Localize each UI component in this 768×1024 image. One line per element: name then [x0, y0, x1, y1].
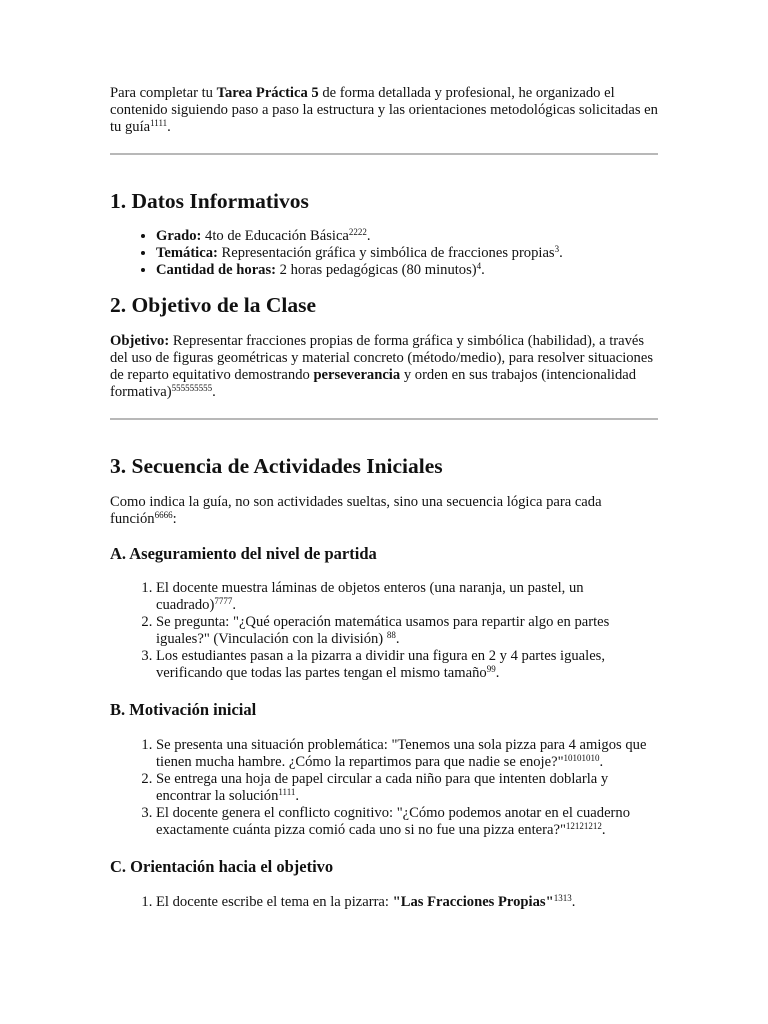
- punctuation: .: [212, 384, 216, 400]
- section-heading-datos: 1. Datos Informativos: [110, 189, 309, 213]
- item-text: El docente muestra láminas de objetos enteros (una naranja, un pastel, un cuadrado): [156, 580, 584, 613]
- list-a: [110, 580, 658, 682]
- item-text: Se entrega una hoja de papel circular a cada niño para que intenten doblarla y encontrar la solución: [156, 771, 609, 804]
- objetivo-text-cont: y orden en sus trabajos (intencionalidad formativa): [110, 367, 637, 400]
- footnote-ref: 6666: [154, 510, 173, 520]
- punctuation: .: [559, 245, 563, 261]
- list-item: [156, 245, 658, 262]
- list-b: [110, 737, 658, 839]
- item-text: Representación gráfica y simbólica de fracciones propias: [217, 245, 555, 261]
- footnote-ref: 4: [476, 261, 482, 271]
- intro-paragraph: [110, 85, 658, 136]
- punctuation: .: [599, 754, 604, 770]
- item-text: El docente escribe el tema en la pizarra:: [156, 894, 393, 910]
- section-heading-secuencia: 3. Secuencia de Actividades Iniciales: [110, 454, 443, 478]
- secuencia-intro: [110, 494, 658, 528]
- punctuation: .: [395, 631, 400, 647]
- punctuation: .: [295, 788, 300, 804]
- item-text: 4to de Educación Básica: [201, 228, 349, 244]
- list-item: [156, 648, 658, 682]
- list-item: [156, 805, 658, 839]
- list-item: [156, 262, 658, 279]
- footnote-ref: 2222: [348, 227, 367, 237]
- footnote-ref: 12121212: [565, 821, 602, 831]
- intro-text: Para completar tu: [110, 85, 217, 101]
- punctuation: .: [601, 822, 606, 838]
- objetivo-paragraph: [110, 333, 658, 401]
- objetivo-label: Objetivo:: [110, 333, 170, 349]
- list-item: [156, 894, 658, 911]
- footnote-ref: 10101010: [563, 753, 600, 763]
- horizontal-rule: [110, 418, 658, 420]
- punctuation: :: [172, 511, 177, 527]
- item-text: Se presenta una situación problemática: "Tenemos una sola pizza para 4 amigos que tienen mucha hambre. ¿Cómo la repartimos para que nadie se enoje?": [156, 737, 647, 770]
- punctuation: .: [232, 597, 236, 613]
- list-item: [156, 737, 658, 771]
- subsection-heading-b: B. Motivación inicial: [110, 700, 257, 719]
- list-c: [110, 894, 658, 911]
- footnote-ref: 3: [554, 244, 560, 254]
- datos-list: [110, 228, 658, 279]
- item-text: Los estudiantes pasan a la pizarra a dividir una figura en 2 y 4 partes iguales, verificando que todas las partes tengan el mismo tamaño: [156, 648, 606, 681]
- objetivo-bold: perseverancia: [313, 367, 401, 383]
- footnote-ref: 99: [486, 664, 496, 674]
- subsection-heading-c: C. Orientación hacia el objetivo: [110, 857, 334, 876]
- item-label: Grado:: [156, 228, 202, 244]
- subsection-heading-a: A. Aseguramiento del nivel de partida: [110, 544, 377, 563]
- footnote-ref: 1111: [150, 118, 168, 128]
- punctuation: .: [366, 228, 371, 244]
- intro-text-cont: de forma detallada y profesional, he organizado el contenido siguiendo paso a paso la estructura y las orientaciones metodológicas solicitadas en tu guía: [110, 85, 658, 135]
- punctuation: .: [495, 665, 500, 681]
- item-label: Temática:: [156, 245, 218, 261]
- objetivo-text: Representar fracciones propias de forma gráfica y simbólica (habilidad), a través del uso de figuras geométricas y material concreto (método/medio), para resolver situaciones de reparto equitativo demostrando: [110, 333, 654, 383]
- item-text: 2 horas pedagógicas (80 minutos): [276, 262, 477, 278]
- punctuation: .: [481, 262, 485, 278]
- footnote-ref: 1111: [278, 787, 296, 797]
- document-content: [110, 85, 658, 911]
- secuencia-intro-text: Como indica la guía, no son actividades sueltas, sino una secuencia lógica para cada función: [110, 494, 602, 527]
- section-heading-objetivo: 2. Objetivo de la Clase: [110, 293, 317, 317]
- footnote-ref: 88: [386, 630, 396, 640]
- list-item: [156, 771, 658, 805]
- intro-bold-task: Tarea Práctica 5: [216, 85, 319, 101]
- punctuation: .: [571, 894, 576, 910]
- punctuation: .: [167, 119, 171, 135]
- horizontal-rule: [110, 153, 658, 155]
- item-label: Cantidad de horas:: [156, 262, 277, 278]
- list-item: [156, 580, 658, 614]
- item-bold: "Las Fracciones Propias": [392, 894, 554, 910]
- item-text: Se pregunta: "¿Qué operación matemática usamos para repartir algo en partes iguales?" (Vinculación con la división): [156, 614, 610, 647]
- footnote-ref: 7777: [214, 596, 233, 606]
- footnote-ref: 555555555: [171, 383, 213, 393]
- footnote-ref: 1313: [553, 893, 572, 903]
- list-item: [156, 614, 658, 648]
- list-item: [156, 228, 658, 245]
- item-text: El docente genera el conflicto cognitivo: "¿Cómo podemos anotar en el cuaderno exactamente cuánta pizza comió cada uno si no fue una pizza entera?": [156, 805, 631, 838]
